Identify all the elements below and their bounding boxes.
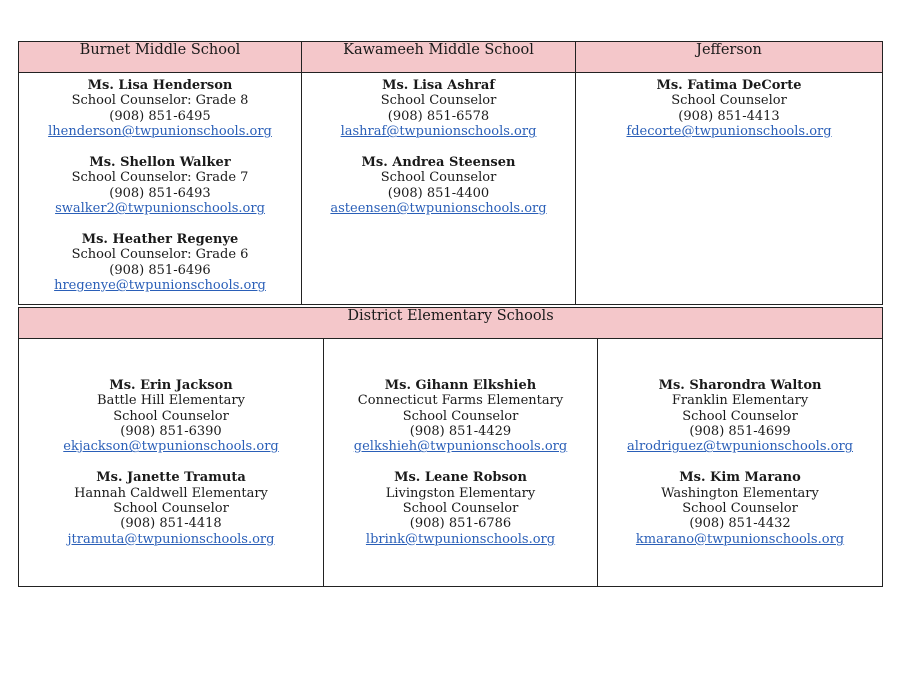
counselor-detail: (908) 851-4418 bbox=[120, 516, 222, 532]
counselor-detail: (908) 851-6390 bbox=[120, 423, 222, 439]
counselor-detail: School Counselor bbox=[402, 501, 519, 516]
school-cell bbox=[324, 339, 598, 587]
school-cell bbox=[19, 339, 324, 587]
email-link[interactable]: fdecorte@twpunionschools.org bbox=[626, 124, 832, 140]
school-header: Burnet Middle School bbox=[19, 42, 302, 73]
email-link[interactable]: ekjackson@twpunionschools.org bbox=[63, 439, 279, 455]
counselor-detail: School Counselor bbox=[113, 501, 229, 516]
school-cell bbox=[19, 73, 302, 305]
counselor-entry bbox=[19, 378, 323, 455]
counselor-entry bbox=[302, 155, 575, 217]
counselor-detail: School Counselor: Grade 8 bbox=[71, 93, 249, 109]
counselor-detail: (908) 851-4699 bbox=[689, 423, 791, 439]
counselor-detail: Livingston Elementary bbox=[385, 485, 536, 501]
counselor-entry bbox=[324, 378, 597, 455]
counselor-entry bbox=[19, 470, 323, 547]
elementary-schools-table bbox=[18, 307, 883, 587]
counselor-detail: Franklin Elementary bbox=[671, 393, 809, 409]
counselor-name: Ms. Lisa Henderson bbox=[87, 78, 233, 93]
counselor-detail: (908) 851-6493 bbox=[109, 185, 211, 201]
email-link[interactable]: alrodriguez@twpunionschools.org bbox=[627, 439, 853, 455]
counselor-name: Ms. Fatima DeCorte bbox=[656, 78, 802, 93]
email-link[interactable]: lashraf@twpunionschools.org bbox=[340, 124, 537, 140]
counselor-name: Ms. Leane Robson bbox=[394, 470, 527, 486]
counselor-detail: (908) 851-6786 bbox=[409, 516, 512, 532]
school-header: Kawameeh Middle School bbox=[302, 42, 576, 73]
counselor-detail: School Counselor bbox=[380, 93, 497, 109]
counselor-name: Ms. Heather Regenye bbox=[81, 232, 239, 248]
counselor-name: Ms. Kim Marano bbox=[679, 470, 801, 486]
counselor-name: Ms. Janette Tramuta bbox=[96, 470, 246, 486]
header-row bbox=[19, 42, 883, 73]
counselor-entry bbox=[576, 78, 882, 140]
counselor-entry bbox=[324, 470, 597, 547]
email-link[interactable]: swalker2@twpunionschools.org bbox=[55, 201, 265, 217]
email-link[interactable]: hregenye@twpunionschools.org bbox=[54, 278, 266, 294]
header-row bbox=[19, 308, 883, 339]
school-header: Jefferson bbox=[576, 42, 883, 73]
counselor-detail: School Counselor bbox=[682, 501, 798, 516]
email-link[interactable]: gelkshieh@twpunionschools.org bbox=[353, 439, 568, 455]
counselor-entry bbox=[19, 78, 301, 140]
counselor-detail: (908) 851-6495 bbox=[109, 108, 211, 124]
counselor-detail: (908) 851-4413 bbox=[678, 108, 780, 124]
school-cell bbox=[576, 73, 883, 305]
counselor-detail: Washington Elementary bbox=[661, 485, 819, 501]
counselor-detail: (908) 851-6496 bbox=[109, 262, 211, 278]
email-link[interactable]: kmarano@twpunionschools.org bbox=[635, 531, 845, 547]
counselor-detail: School Counselor bbox=[671, 93, 787, 109]
district-elementary-header: District Elementary Schools bbox=[19, 308, 883, 339]
counselor-detail: Connecticut Farms Elementary bbox=[357, 393, 564, 409]
email-link[interactable]: jtramuta@twpunionschools.org bbox=[67, 531, 275, 547]
counselor-name: Ms. Gihann Elkshieh bbox=[384, 377, 537, 393]
counselor-entry bbox=[598, 470, 882, 547]
counselor-detail: (908) 851-4432 bbox=[689, 516, 791, 532]
email-link[interactable]: lhenderson@twpunionschools.org bbox=[48, 124, 272, 140]
email-link[interactable]: lbrink@twpunionschools.org bbox=[365, 531, 556, 547]
counselor-name: Ms. Sharondra Walton bbox=[658, 377, 822, 393]
counselor-entry bbox=[598, 378, 882, 455]
counselor-entry bbox=[19, 155, 301, 217]
counselor-entry bbox=[302, 78, 575, 140]
email-link[interactable]: asteensen@twpunionschools.org bbox=[330, 201, 547, 217]
counselor-name: Ms. Erin Jackson bbox=[109, 377, 233, 393]
counselor-detail: Hannah Caldwell Elementary bbox=[74, 485, 268, 501]
counselor-detail: (908) 851-6578 bbox=[387, 108, 490, 124]
counselor-detail: School Counselor bbox=[380, 170, 497, 186]
counselor-name: Ms. Shellon Walker bbox=[89, 155, 231, 171]
counselor-detail: School Counselor bbox=[113, 408, 229, 424]
counselor-detail: Battle Hill Elementary bbox=[97, 393, 245, 409]
school-cell bbox=[598, 339, 883, 587]
counselor-detail: (908) 851-4429 bbox=[409, 423, 512, 439]
counselor-name: Ms. Andrea Steensen bbox=[361, 155, 516, 171]
school-cell bbox=[302, 73, 576, 305]
counselor-detail: School Counselor bbox=[682, 408, 798, 424]
middle-schools-table bbox=[18, 41, 883, 305]
counselor-detail: School Counselor: Grade 7 bbox=[71, 170, 249, 186]
counselor-name: Ms. Lisa Ashraf bbox=[382, 78, 495, 93]
counselor-detail: School Counselor bbox=[402, 408, 519, 424]
counselor-detail: School Counselor: Grade 6 bbox=[71, 247, 249, 263]
counselor-detail: (908) 851-4400 bbox=[387, 185, 490, 201]
counselor-entry bbox=[19, 232, 301, 294]
